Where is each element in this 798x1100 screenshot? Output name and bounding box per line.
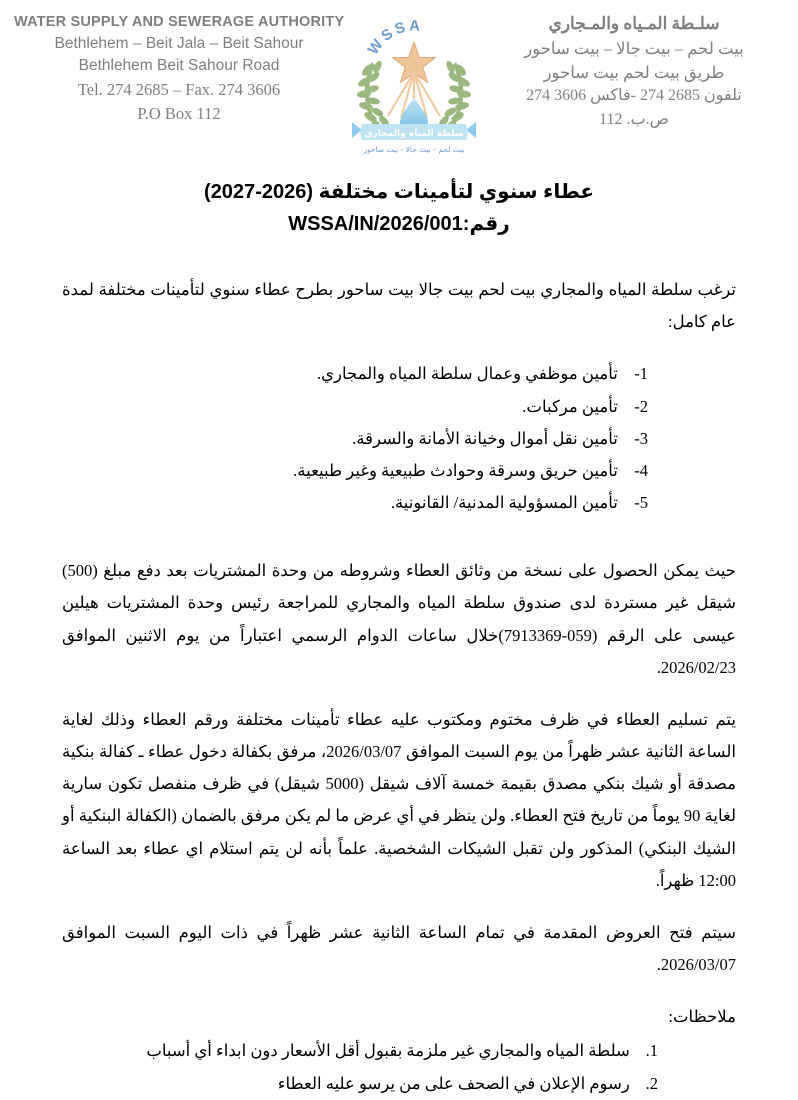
note-index: 2. — [645, 1073, 658, 1093]
list-item-label: تأمين نقل أموال وخيانة الأمانة والسرقة. — [352, 428, 618, 448]
list-item-label: تأمين المسؤولية المدنية/ القانونية. — [390, 493, 618, 513]
list-item — [62, 358, 648, 390]
logo-arc-text: WSSA — [364, 17, 424, 58]
list-item — [62, 487, 648, 519]
letterhead-english-block — [14, 8, 344, 126]
laurel-wreath-right-icon — [437, 60, 471, 134]
authority-phone-en: Tel. 274 2685 – Fax. 274 3606 — [77, 79, 281, 99]
list-item-index: 1- — [634, 364, 648, 384]
notes-list — [62, 1035, 736, 1099]
list-item-index: 3- — [634, 428, 648, 448]
authority-address-en: Bethlehem Beit Sahour Road — [78, 57, 280, 75]
list-item-label: تأمين حريق وسرقة وحوادث طبيعية وغير طبيعية. — [293, 460, 618, 480]
authority-name-en: WATER SUPPLY AND SEWERAGE AUTHORITY — [14, 14, 345, 30]
authority-pobox-en: P.O Box 112 — [137, 103, 221, 123]
wssa-logo — [344, 10, 484, 160]
authority-pobox-ar: ص.ب. 112 — [599, 110, 669, 128]
page-title — [0, 176, 798, 240]
logo-subtitle-text: بيت لحم - بيت جالا - بيت ساحور — [363, 145, 465, 154]
authority-cities-en: Bethlehem – Beit Jala – Beit Sahour — [54, 35, 304, 53]
letterhead — [0, 0, 798, 154]
list-item-index: 4- — [634, 460, 648, 480]
tender-number-line: رقم:WSSA/IN/2026/001 — [288, 213, 510, 235]
authority-address-ar: طريق بيت لحم بيت ساحور — [543, 62, 725, 82]
insurance-types-list — [62, 358, 736, 519]
submission-paragraph: يتم تسليم العطاء في ظرف مختوم ومكتوب عليه عطاء تأمينات مختلفة ورقم العطاء وذلك لغاية الساعة الثانية عشر ظهراً من يوم السبت الموافق 2026/03/07، مرفق بكفالة دخول عطاء ـ كفالة بنكية مصدقة أو شيك بنكي مصدق بقيمة خمسة آلاف شيقل (5000 شيقل) في ظرف منفصل تكون سارية لغاية 90 يوماً من تاريخ فتح العطاء. ولن ينظر في أي عرض ما لم يكن مرفق بالضمان (الكفالة البنكية أو الشيك البنكي) المذكور ولن تقبل الشيكات الشخصية. علماً بأنه لن يتم استلام اي عطاء بعد الساعة 12:00 ظهراً. — [62, 709, 737, 890]
list-item — [62, 391, 648, 423]
letterhead-arabic-block — [484, 8, 784, 131]
intro-paragraph: ترغب سلطة المياه والمجاري بيت لحم بيت جالا بيت ساحور بطرح عطاء سنوي لتأمينات مختلفة لمدة عام كامل: — [62, 280, 736, 332]
note-label: رسوم الإعلان في الصحف على من يرسو عليه العطاء — [277, 1073, 630, 1093]
list-item-label: تأمين مركبات. — [522, 396, 618, 416]
authority-phone-ar: تلفون 2685 274 -فاكس 3606 274 — [526, 87, 742, 105]
note-label: سلطة المياه والمجاري غير ملزمة بقبول أقل الأسعار دون ابداء أي أسباب — [146, 1041, 630, 1061]
logo-banner-text: سلطة المياه والمجاري — [364, 129, 464, 139]
list-item — [62, 1035, 658, 1067]
list-item — [62, 455, 648, 487]
note-index: 1. — [645, 1041, 658, 1061]
laurel-wreath-left-icon — [357, 60, 391, 134]
list-item-index: 2- — [634, 396, 648, 416]
authority-cities-ar: بيت لحم – بيت جالا – بيت ساحور — [524, 38, 744, 58]
spacer — [62, 541, 736, 555]
document-body — [0, 274, 798, 1100]
list-item — [62, 423, 648, 455]
tender-documents-paragraph: حيث يمكن الحصول على نسخة من وثائق العطاء وشروطه من وحدة المشتريات بعد دفع مبلغ (500) شيقل غير مستردة لدى صندوق سلطة المياه والمجاري للمراجعة رئيس وحدة المشتريات هيلين عيسى على الرقم (059-7913369)خلال ساعات الدوام الرسمي اعتباراً من يوم الاثنين الموافق 2026/02/23. — [62, 561, 736, 677]
list-item — [62, 1068, 658, 1100]
opening-paragraph: سيتم فتح العروض المقدمة في تمام الساعة الثانية عشر ظهراً في ذات اليوم السبت الموافق 2026/03/07. — [62, 922, 736, 975]
tender-title-line: عطاء سنوي لتأمينات مختلفة (2026-2027) — [204, 181, 594, 203]
list-item-index: 5- — [634, 493, 648, 513]
logo-banner — [352, 122, 476, 140]
list-item-label: تأمين موظفي وعمال سلطة المياه والمجاري. — [317, 364, 618, 384]
authority-name-ar: سلـطة المـياه والمـجاري — [548, 14, 720, 33]
notes-heading: ملاحظات: — [668, 1007, 736, 1027]
